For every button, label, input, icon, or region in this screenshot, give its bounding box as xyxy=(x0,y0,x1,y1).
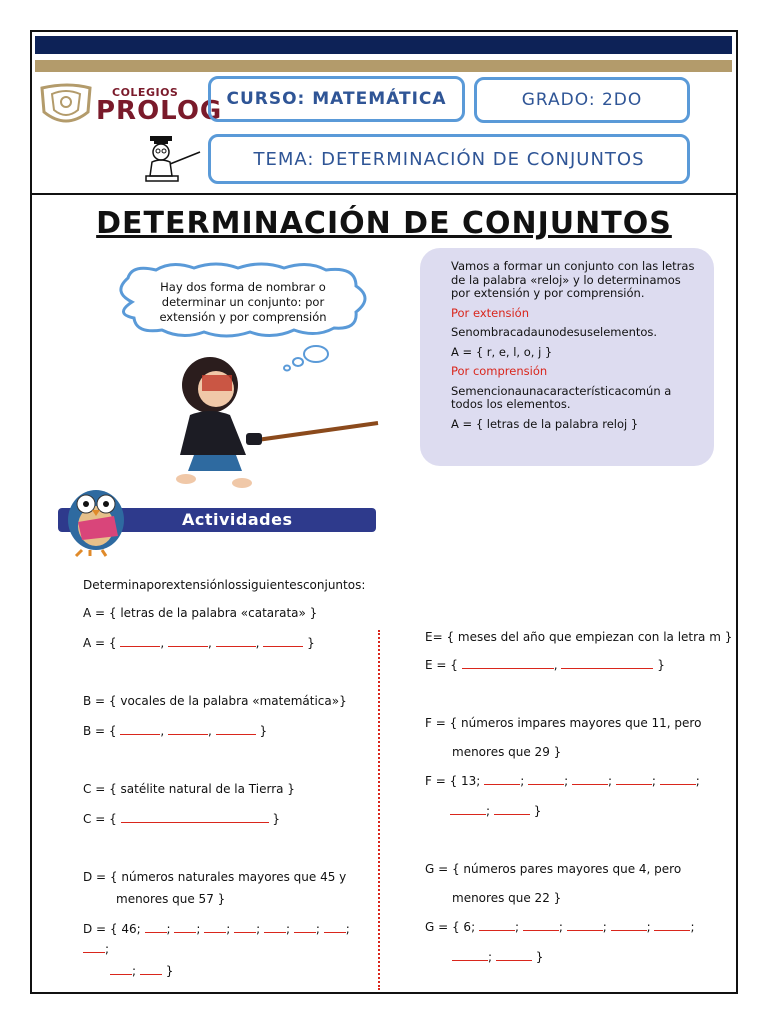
owl-reading-icon xyxy=(56,478,152,558)
header-divider xyxy=(30,193,738,195)
exercise-d-answer-row-3: ; } xyxy=(110,964,173,978)
extension-heading: Por extensión xyxy=(451,305,530,320)
answer-blank[interactable] xyxy=(528,774,564,785)
exercise-a-definition: A = { letras de la palabra «catarata» } xyxy=(83,606,318,620)
answer-blank[interactable] xyxy=(660,774,696,785)
tema-box: TEMA: DETERMINACIÓN DE CONJUNTOS xyxy=(208,134,690,184)
exercise-d-definition-line2: menores que 57 } xyxy=(116,892,226,906)
answer-blank[interactable] xyxy=(479,920,515,931)
header-navy-bar xyxy=(35,36,732,54)
answer-blank[interactable] xyxy=(611,920,647,931)
answer-blank[interactable] xyxy=(120,636,160,647)
activities-label: Actividades xyxy=(182,510,293,529)
exercise-g-start: G = { 6; xyxy=(425,920,476,934)
exercise-d-start: D = { 46; xyxy=(83,922,141,936)
exercise-f-answer-row: F = { 13; ; ; ; ; ; xyxy=(425,774,700,788)
answer-blank[interactable] xyxy=(450,804,486,815)
exercise-b-answer-row: B = { , , } xyxy=(83,724,268,738)
info-intro: Vamos a formar un conjunto con las letras de la palabra «reloj» y lo determinamos por extensión y por comprensión. xyxy=(451,259,695,300)
exercise-d-answer-row-2: ; xyxy=(83,942,109,956)
page-title: DETERMINACIÓN DE CONJUNTOS xyxy=(96,206,672,241)
answer-blank[interactable] xyxy=(616,774,652,785)
answer-blank[interactable] xyxy=(484,774,520,785)
header-gold-bar xyxy=(35,60,732,72)
extension-text: Senombracadaunodesuselementos. xyxy=(451,325,658,339)
exercise-d-answer-row: D = { 46; ; ; ; ; ; ; ; xyxy=(83,922,350,936)
logo-small-text: COLEGIOS xyxy=(112,86,179,99)
answer-blank[interactable] xyxy=(168,636,208,647)
exercise-e-answer-row: E = { , } xyxy=(425,658,665,672)
exercise-e-definition: E= { meses del año que empiezan con la letra m } xyxy=(425,630,733,644)
answer-blank[interactable] xyxy=(263,636,303,647)
answer-blank[interactable] xyxy=(654,920,690,931)
answer-blank[interactable] xyxy=(174,922,196,933)
answer-blank[interactable] xyxy=(168,724,208,735)
exercise-f-answer-row-2: ; } xyxy=(450,804,541,818)
logo-big-text: PROLOG xyxy=(96,96,223,126)
comprehension-example: A = { letras de la palabra reloj } xyxy=(451,416,639,431)
instruction-text: Determinaporextensiónlossiguientesconjuntos: xyxy=(83,578,366,592)
exercise-a-answer-row: A = { , , , } xyxy=(83,636,315,650)
answer-blank[interactable] xyxy=(216,724,256,735)
answer-blank[interactable] xyxy=(120,724,160,735)
answer-blank[interactable] xyxy=(264,922,286,933)
answer-blank[interactable] xyxy=(110,964,132,975)
exercise-g-answer-row: G = { 6; ; ; ; ; ; xyxy=(425,920,695,934)
answer-blank[interactable] xyxy=(216,636,256,647)
exercise-g-answer-row-2: ; } xyxy=(452,950,543,964)
answer-blank[interactable] xyxy=(567,920,603,931)
answer-blank[interactable] xyxy=(572,774,608,785)
column-divider xyxy=(378,630,380,990)
exercise-e-start: E = { xyxy=(425,658,458,672)
info-content xyxy=(451,260,701,437)
exercise-b-definition: B = { vocales de la palabra «matemática»} xyxy=(83,694,347,708)
cloud-text: Hay dos forma de nombrar o determinar un conjunto: por extensión y por comprensión xyxy=(159,280,327,324)
exercise-f-definition-line2: menores que 29 } xyxy=(452,745,562,759)
exercise-f-definition-line1: F = { números impares mayores que 11, pero xyxy=(425,716,702,730)
answer-blank[interactable] xyxy=(494,804,530,815)
comprehension-text: Semencionaunacaracterísticacomún a todos los elementos. xyxy=(451,383,672,411)
answer-blank[interactable] xyxy=(462,658,554,669)
comprehension-heading: Por comprensión xyxy=(451,364,548,378)
teacher-icon xyxy=(140,132,204,184)
answer-blank[interactable] xyxy=(234,922,256,933)
answer-blank[interactable] xyxy=(294,922,316,933)
answer-blank[interactable] xyxy=(145,922,167,933)
exercise-f-start: F = { 13; xyxy=(425,774,481,788)
exercise-d-definition-line1: D = { números naturales mayores que 45 y xyxy=(83,870,347,884)
answer-blank[interactable] xyxy=(523,920,559,931)
exercise-c-answer-row: C = { } xyxy=(83,812,280,826)
answer-blank[interactable] xyxy=(496,950,532,961)
answer-blank[interactable] xyxy=(561,658,653,669)
grado-box: GRADO: 2DO xyxy=(474,77,690,123)
answer-blank[interactable] xyxy=(452,950,488,961)
exercise-c-definition: C = { satélite natural de la Tierra } xyxy=(83,782,295,796)
answer-blank[interactable] xyxy=(324,922,346,933)
answer-blank[interactable] xyxy=(204,922,226,933)
answer-blank[interactable] xyxy=(121,812,269,823)
answer-blank[interactable] xyxy=(83,942,105,953)
extension-example: A = { r, e, l, o, j } xyxy=(451,344,553,359)
exercise-g-definition-line2: menores que 22 } xyxy=(452,891,562,905)
curso-box: CURSO: MATEMÁTICA xyxy=(208,76,465,122)
answer-blank[interactable] xyxy=(140,964,162,975)
kendo-girl-illustration xyxy=(150,345,380,495)
exercise-c-start: C = { xyxy=(83,812,117,826)
exercise-a-start: A = { xyxy=(83,636,117,650)
exercise-g-definition-line1: G = { números pares mayores que 4, pero xyxy=(425,862,682,876)
exercise-b-start: B = { xyxy=(83,724,117,738)
